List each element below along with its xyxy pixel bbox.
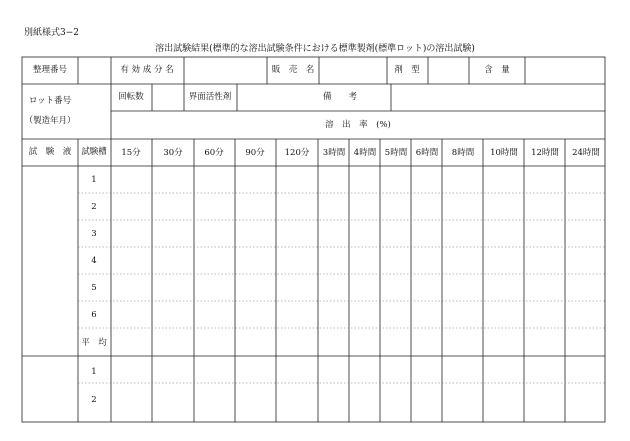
time-col-header: 6時間	[415, 147, 439, 158]
time-col-header: 12時間	[531, 147, 559, 158]
time-col-header: 120分	[284, 147, 310, 158]
vessel-number: 1	[91, 174, 97, 185]
time-col-header: 30分	[163, 147, 183, 158]
time-col-header: 4時間	[353, 147, 377, 158]
document-title: 溶出試験結果(標準的な溶出試験条件における標準製剤(標準ロット)の溶出試験)	[155, 44, 475, 54]
vessel-number: 1	[91, 366, 97, 377]
label-dosage-form: 剤 型	[394, 64, 420, 75]
vessel-number: 6	[91, 309, 97, 320]
label-surfactant: 界面活性剤	[188, 91, 232, 102]
label-seiri-bango: 整理番号	[32, 64, 68, 75]
time-col-header: 15分	[121, 147, 141, 158]
form-id: 別紙様式3−2	[24, 28, 79, 38]
label-active-ingredient: 有 効 成 分 名	[120, 64, 174, 75]
label-content: 含 量	[484, 64, 510, 75]
label-test-vessel: 試験槽	[81, 146, 107, 157]
vessel-number: 2	[91, 394, 97, 405]
label-rotation-speed: 回転数	[118, 91, 144, 102]
vessel-number: 4	[91, 255, 97, 266]
time-col-header: 5時間	[384, 147, 408, 158]
label-lot-number: ロット番号	[28, 95, 72, 106]
time-col-header: 24時間	[572, 147, 600, 158]
label-manufacture-date: （製造年月）	[24, 115, 76, 126]
label-test-fluid: 試 験 液	[28, 146, 72, 157]
average-label: 平 均	[81, 337, 107, 348]
vessel-number: 5	[91, 282, 97, 293]
vessel-number: 3	[91, 228, 97, 239]
vessel-number: 2	[91, 201, 97, 212]
time-col-header: 10時間	[490, 147, 518, 158]
label-brand-name: 販 売 名	[271, 64, 315, 75]
time-col-header: 8時間	[451, 147, 475, 158]
time-col-header: 60分	[204, 147, 224, 158]
time-col-header: 90分	[245, 147, 265, 158]
label-dissolution-rate: 溶 出 率 (%)	[325, 119, 391, 130]
time-col-header: 3時間	[322, 147, 346, 158]
label-remarks: 備 考	[322, 91, 358, 102]
